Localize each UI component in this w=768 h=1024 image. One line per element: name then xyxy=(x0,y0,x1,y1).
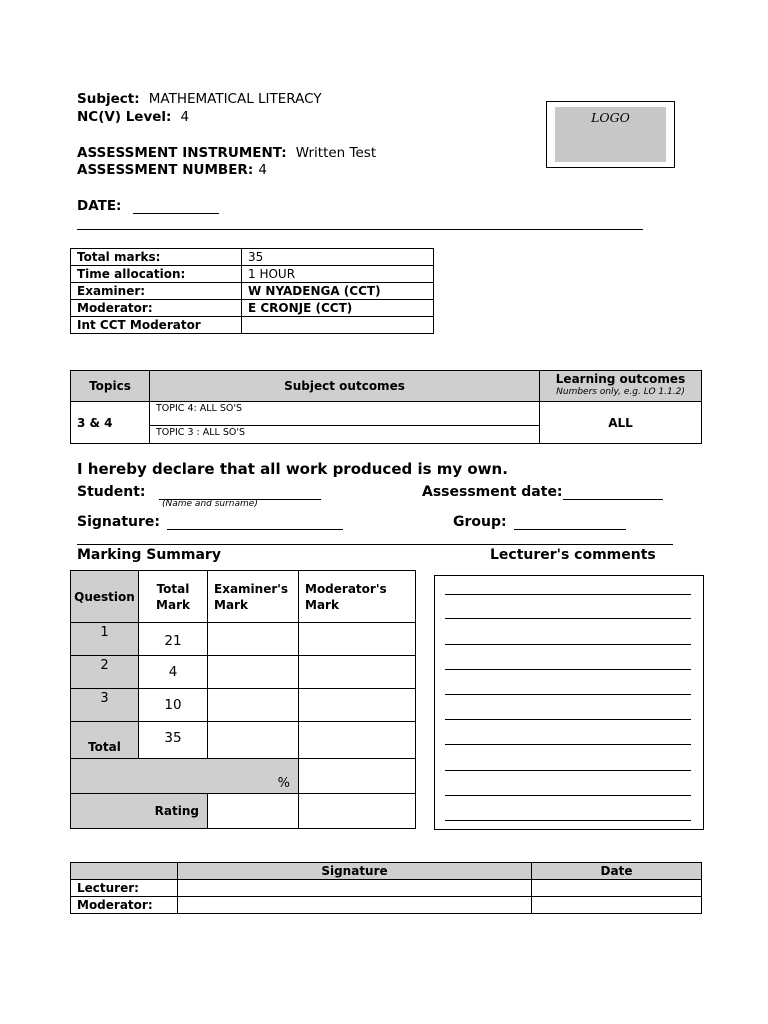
rating-examiner-cell[interactable] xyxy=(208,794,299,829)
lecturer-signature-cell[interactable] xyxy=(178,880,532,897)
info-value: E CRONJE (CCT) xyxy=(242,300,434,317)
comment-line xyxy=(445,744,691,745)
topics-header: Topics xyxy=(71,371,150,402)
instrument-value: Written Test xyxy=(295,145,377,161)
learning-outcomes-note: Numbers only, e.g. LO 1.1.2) xyxy=(556,387,685,397)
rating-row xyxy=(71,794,416,829)
moderator-date-cell[interactable] xyxy=(532,897,702,914)
level-label: NC(V) Level: xyxy=(77,109,172,125)
level-value: 4 xyxy=(180,109,190,125)
comment-line xyxy=(445,795,691,796)
date-label: DATE: xyxy=(77,198,122,214)
lecturers-comments-box[interactable] xyxy=(434,575,704,830)
assessment-number-value: 4 xyxy=(258,162,267,178)
question-row xyxy=(71,623,416,656)
examiner-mark-cell[interactable] xyxy=(208,656,299,689)
info-label: Int CCT Moderator xyxy=(71,317,242,334)
signoff-table xyxy=(70,862,702,914)
assessment-date-label: Assessment date: xyxy=(422,484,563,500)
examiner-total-cell[interactable] xyxy=(208,722,299,759)
group-line xyxy=(453,511,626,530)
assessment-date-line xyxy=(422,481,663,500)
student-label: Student: xyxy=(77,484,146,500)
subject-label: Subject: xyxy=(77,91,140,107)
marking-summary-title: Marking Summary xyxy=(77,547,221,563)
moderators-mark-header: Moderator's Mark xyxy=(299,571,416,623)
assessment-number-label: ASSESSMENT NUMBER: xyxy=(77,162,254,178)
total-label: Total xyxy=(71,722,139,759)
logo-placeholder xyxy=(555,107,666,162)
question-row xyxy=(71,656,416,689)
info-label: Total marks: xyxy=(71,249,242,266)
info-table xyxy=(70,248,434,334)
info-value: 35 xyxy=(242,249,434,266)
comment-line xyxy=(445,770,691,771)
comment-line xyxy=(445,694,691,695)
comment-line xyxy=(445,618,691,619)
total-mark-header: Total Mark xyxy=(139,571,208,623)
group-label: Group: xyxy=(453,514,507,530)
outcome-row-2: TOPIC 3 : ALL SO'S xyxy=(156,427,246,438)
lecturers-comments-title: Lecturer's comments xyxy=(490,547,656,563)
logo-frame xyxy=(546,101,675,168)
name-note: (Name and surname) xyxy=(162,499,258,509)
moderator-mark-cell[interactable] xyxy=(299,656,416,689)
declaration-statement: I hereby declare that all work produced is my own. xyxy=(77,460,508,478)
percent-label: % xyxy=(71,759,299,794)
comment-line xyxy=(445,644,691,645)
comment-line xyxy=(445,820,691,821)
examiners-mark-header: Examiner's Mark xyxy=(208,571,299,623)
signature-column-header: Signature xyxy=(178,863,532,880)
date-line xyxy=(77,195,219,214)
declaration-divider xyxy=(77,544,673,545)
assessment-number-line xyxy=(77,159,267,178)
assessment-date-blank[interactable] xyxy=(563,485,663,500)
info-row xyxy=(71,266,434,283)
outcome-row-1: TOPIC 4: ALL SO'S xyxy=(150,402,539,426)
signature-blank[interactable] xyxy=(167,515,343,530)
moderator-signature-cell[interactable] xyxy=(178,897,532,914)
info-value: 1 HOUR xyxy=(242,266,434,283)
learning-outcomes-title: Learning outcomes xyxy=(555,372,686,386)
question-total-mark: 4 xyxy=(139,656,208,689)
question-number: 1 xyxy=(71,623,139,656)
group-blank[interactable] xyxy=(514,515,626,530)
info-row xyxy=(71,300,434,317)
total-row xyxy=(71,722,416,759)
signoff-blank-header xyxy=(71,863,178,880)
comment-line xyxy=(445,669,691,670)
moderator-row xyxy=(71,897,702,914)
examiner-mark-cell[interactable] xyxy=(208,623,299,656)
moderator-mark-cell[interactable] xyxy=(299,689,416,722)
question-number: 3 xyxy=(71,689,139,722)
learning-outcomes-header xyxy=(540,371,702,402)
moderator-total-cell[interactable] xyxy=(299,722,416,759)
info-label: Examiner: xyxy=(71,283,242,300)
signature-label: Signature: xyxy=(77,514,160,530)
lecturer-row xyxy=(71,880,702,897)
info-row xyxy=(71,249,434,266)
marking-table xyxy=(70,570,416,829)
student-name-blank[interactable] xyxy=(159,485,321,500)
info-row xyxy=(71,283,434,300)
total-mark-value: 35 xyxy=(139,722,208,759)
question-row xyxy=(71,689,416,722)
outcomes-cell xyxy=(150,402,540,444)
percent-cell[interactable] xyxy=(299,759,416,794)
lecturer-label: Lecturer: xyxy=(71,880,178,897)
comment-line xyxy=(445,719,691,720)
comment-line xyxy=(445,594,691,595)
info-value: W NYADENGA (CCT) xyxy=(242,283,434,300)
date-column-header: Date xyxy=(532,863,702,880)
info-label: Moderator: xyxy=(71,300,242,317)
question-number: 2 xyxy=(71,656,139,689)
topics-value: 3 & 4 xyxy=(71,402,150,444)
moderator-mark-cell[interactable] xyxy=(299,623,416,656)
outcomes-header: Subject outcomes xyxy=(150,371,540,402)
info-label: Time allocation: xyxy=(71,266,242,283)
instrument-label: ASSESSMENT INSTRUMENT: xyxy=(77,145,287,161)
question-header: Question xyxy=(71,571,139,623)
subject-line xyxy=(77,88,322,107)
topics-table xyxy=(70,370,702,444)
question-total-mark: 21 xyxy=(139,623,208,656)
moderator-label: Moderator: xyxy=(71,897,178,914)
signature-line xyxy=(77,511,343,530)
date-blank[interactable] xyxy=(133,199,219,214)
subject-value: MATHEMATICAL LITERACY xyxy=(148,91,322,107)
learning-outcomes-value: ALL xyxy=(540,402,702,444)
percent-row xyxy=(71,759,416,794)
logo-text: LOGO xyxy=(591,110,630,125)
lecturer-date-cell[interactable] xyxy=(532,880,702,897)
question-total-mark: 10 xyxy=(139,689,208,722)
level-line xyxy=(77,106,189,125)
info-value[interactable] xyxy=(242,317,434,334)
student-line xyxy=(77,481,321,500)
examiner-mark-cell[interactable] xyxy=(208,689,299,722)
info-row xyxy=(71,317,434,334)
header-divider xyxy=(77,229,643,230)
rating-moderator-cell[interactable] xyxy=(299,794,416,829)
rating-label: Rating xyxy=(71,794,208,829)
